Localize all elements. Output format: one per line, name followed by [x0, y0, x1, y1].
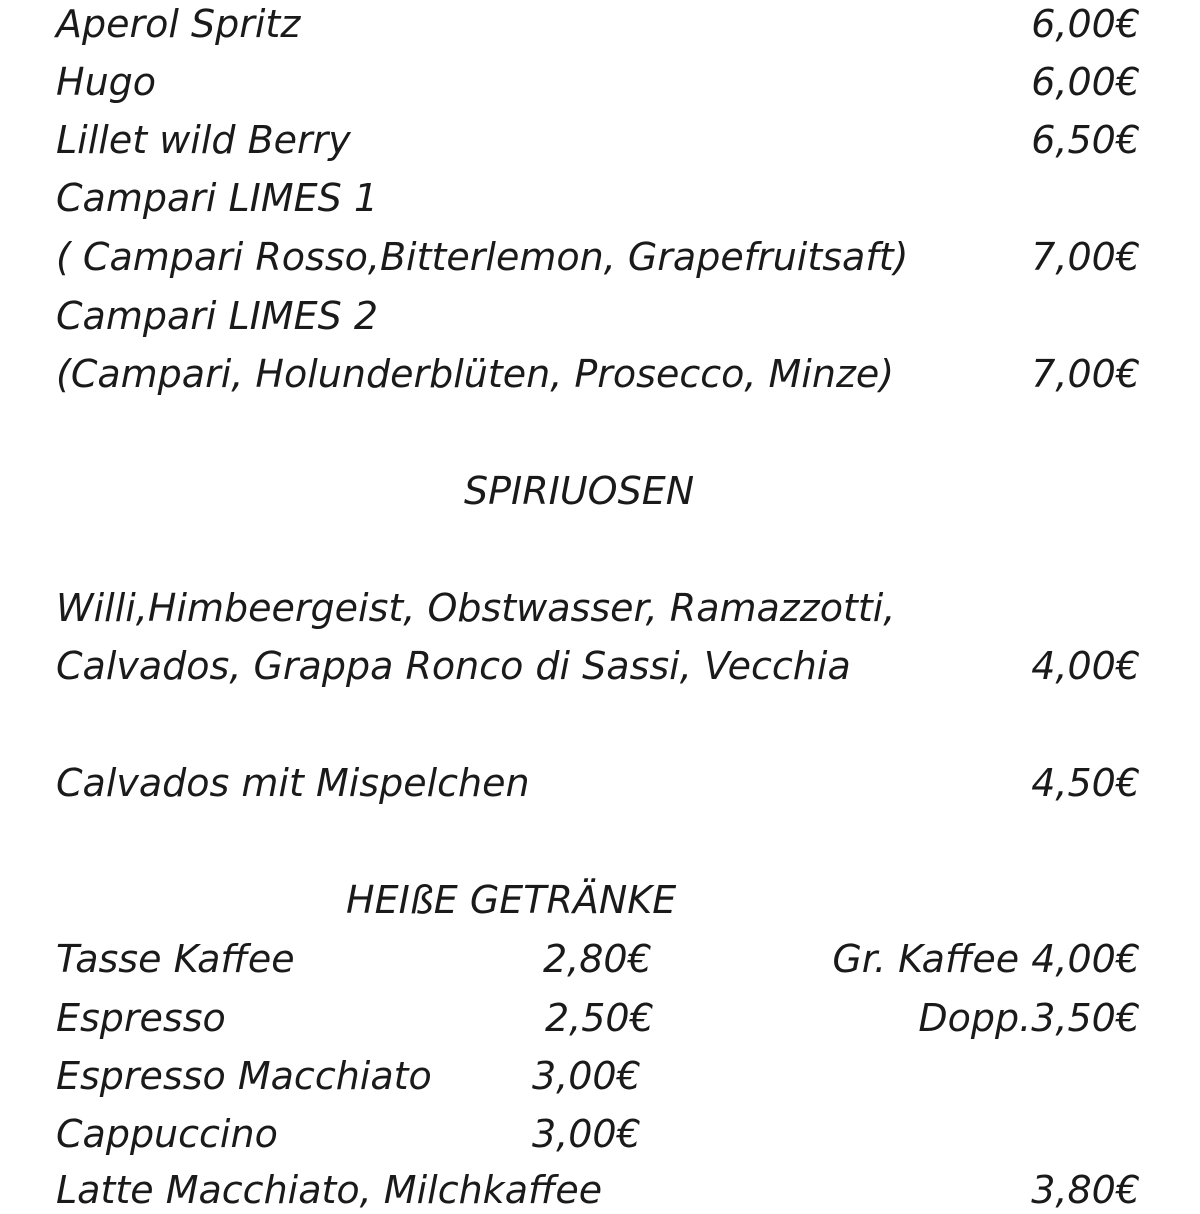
- section-heading-hot-drinks: HEIßE GETRÄNKE: [346, 878, 677, 922]
- menu-item-extra-price: Gr. Kaffee 4,00€: [832, 937, 1140, 981]
- menu-item-name: Lillet wild Berry: [56, 118, 351, 162]
- menu-item-extra-price: Dopp.3,50€: [918, 996, 1140, 1040]
- menu-item-name: Willi,Himbeergeist, Obstwasser, Ramazzotti,: [56, 586, 896, 630]
- menu-item-price: 3,00€: [532, 1054, 641, 1098]
- menu-item-name: Campari LIMES 2: [56, 294, 379, 338]
- section-heading-spirits: SPIRIUOSEN: [464, 469, 695, 513]
- menu-item-name: Espresso: [56, 996, 226, 1040]
- menu-item-name: Latte Macchiato, Milchkaffee: [56, 1168, 603, 1212]
- menu-item-extra-price: 3,80€: [1031, 1168, 1140, 1212]
- menu-item-price: 6,00€: [1031, 60, 1140, 104]
- menu-item-price: 2,50€: [545, 996, 654, 1040]
- menu-item-price: 4,50€: [1031, 761, 1140, 805]
- menu-item-price: 6,00€: [1031, 2, 1140, 46]
- menu-item-name: Cappuccino: [56, 1112, 278, 1156]
- menu-item-name: Calvados, Grappa Ronco di Sassi, Vecchia: [56, 644, 851, 688]
- menu-item-name: Tasse Kaffee: [56, 937, 295, 981]
- menu-item-name: Espresso Macchiato: [56, 1054, 432, 1098]
- menu-item-name: Aperol Spritz: [56, 2, 301, 46]
- menu-item-price: 7,00€: [1031, 235, 1140, 279]
- menu-item-description: (Campari, Holunderblüten, Prosecco, Minze): [56, 352, 895, 396]
- menu-item-name: Hugo: [56, 60, 157, 104]
- menu-item-name: Campari LIMES 1: [56, 176, 379, 220]
- menu-item-description: ( Campari Rosso,Bitterlemon, Grapefruitsaft): [56, 235, 909, 279]
- menu-item-price: 7,00€: [1031, 352, 1140, 396]
- menu-item-price: 6,50€: [1031, 118, 1140, 162]
- menu-item-price: 3,00€: [532, 1112, 641, 1156]
- menu-item-price: 4,00€: [1031, 644, 1140, 688]
- menu-item-price: 2,80€: [543, 937, 652, 981]
- menu-item-name: Calvados mit Mispelchen: [56, 761, 530, 805]
